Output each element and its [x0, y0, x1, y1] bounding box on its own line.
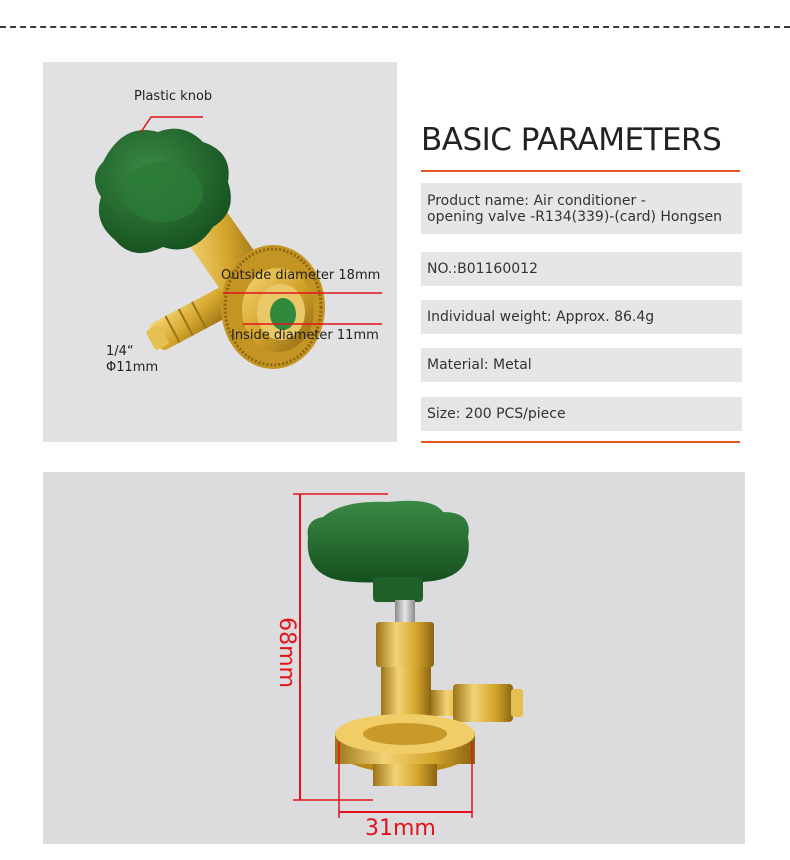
plastic-knob-label: Plastic knob — [134, 89, 213, 104]
param-size-text: Size: 200 PCS/piece — [427, 406, 566, 422]
width-dimension-label: 31mm — [365, 816, 436, 841]
inside-diameter-label: Inside diameter 11mm — [231, 328, 379, 343]
param-row-size — [421, 397, 742, 431]
title-underline — [421, 170, 740, 172]
valve-illustration-front — [43, 472, 745, 844]
port-size-label-2: Φ11mm — [106, 360, 159, 375]
param-weight-text: Individual weight: Approx. 86.4g — [427, 309, 655, 325]
height-dimension-label: 68mm — [273, 617, 299, 688]
param-row-number — [421, 252, 742, 286]
outside-diameter-label: Outside diameter 18mm — [221, 268, 381, 283]
param-product-name-line2: opening valve -R134(339)-(card) Hongsen — [427, 208, 723, 225]
port-size-label-1: 1/4“ — [106, 344, 134, 359]
product-photo-dimensions — [43, 472, 745, 844]
parameters-title: BASIC PARAMETERS — [421, 122, 722, 158]
dashed-divider — [0, 26, 790, 28]
param-product-name-line1: Product name: Air conditioner - — [427, 192, 646, 209]
param-row-product-name — [421, 183, 742, 234]
product-photo-angled — [43, 62, 397, 442]
param-row-weight — [421, 300, 742, 334]
valve-illustration-angled — [43, 62, 397, 442]
param-material-text: Material: Metal — [427, 357, 532, 373]
param-number-text: NO.:B01160012 — [427, 261, 538, 277]
params-bottom-rule — [421, 441, 740, 443]
param-row-material — [421, 348, 742, 382]
